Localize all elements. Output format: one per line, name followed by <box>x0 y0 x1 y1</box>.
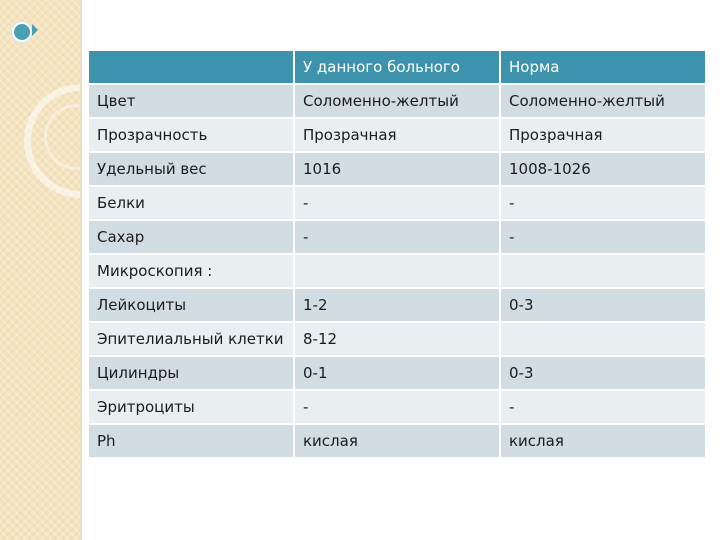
dot-ornament-icon <box>12 22 32 42</box>
norm-value-cell <box>500 254 706 288</box>
norm-value-cell: Соломенно-желтый <box>500 84 706 118</box>
header-cell-patient: У данного больного <box>294 50 500 84</box>
table-row <box>88 288 706 322</box>
patient-value-cell: Соломенно-желтый <box>294 84 500 118</box>
table-row <box>88 118 706 152</box>
decorative-side-panel <box>0 0 80 540</box>
parameter-cell: Цвет <box>88 84 294 118</box>
urinalysis-table <box>87 49 707 459</box>
table-row <box>88 390 706 424</box>
parameter-cell: Прозрачность <box>88 118 294 152</box>
table-row <box>88 424 706 458</box>
parameter-cell: Сахар <box>88 220 294 254</box>
patient-value-cell: 0-1 <box>294 356 500 390</box>
header-cell-norm: Норма <box>500 50 706 84</box>
parameter-cell: Удельный вес <box>88 152 294 186</box>
norm-value-cell <box>500 322 706 356</box>
parameter-cell: Белки <box>88 186 294 220</box>
patient-value-cell: 8-12 <box>294 322 500 356</box>
header-cell-parameter <box>88 50 294 84</box>
table-row <box>88 84 706 118</box>
patient-value-cell: 1-2 <box>294 288 500 322</box>
table-row <box>88 254 706 288</box>
table-row <box>88 220 706 254</box>
norm-value-cell: кислая <box>500 424 706 458</box>
table-row <box>88 322 706 356</box>
patient-value-cell: - <box>294 390 500 424</box>
arrow-ornament-icon <box>32 24 38 36</box>
parameter-cell: Микроскопия : <box>88 254 294 288</box>
norm-value-cell: 1008-1026 <box>500 152 706 186</box>
table-row <box>88 152 706 186</box>
patient-value-cell: Прозрачная <box>294 118 500 152</box>
patient-value-cell: - <box>294 186 500 220</box>
patient-value-cell: - <box>294 220 500 254</box>
norm-value-cell: - <box>500 220 706 254</box>
patient-value-cell: кислая <box>294 424 500 458</box>
table-row <box>88 186 706 220</box>
patient-value-cell: 1016 <box>294 152 500 186</box>
norm-value-cell: Прозрачная <box>500 118 706 152</box>
panel-divider <box>80 0 82 540</box>
parameter-cell: Цилиндры <box>88 356 294 390</box>
parameter-cell: Лейкоциты <box>88 288 294 322</box>
parameter-cell: Эпителиальный клетки <box>88 322 294 356</box>
parameter-cell: Эритроциты <box>88 390 294 424</box>
parameter-cell: Ph <box>88 424 294 458</box>
table-row <box>88 356 706 390</box>
patient-value-cell <box>294 254 500 288</box>
norm-value-cell: - <box>500 390 706 424</box>
norm-value-cell: - <box>500 186 706 220</box>
norm-value-cell: 0-3 <box>500 356 706 390</box>
table-header-row <box>88 50 706 84</box>
norm-value-cell: 0-3 <box>500 288 706 322</box>
